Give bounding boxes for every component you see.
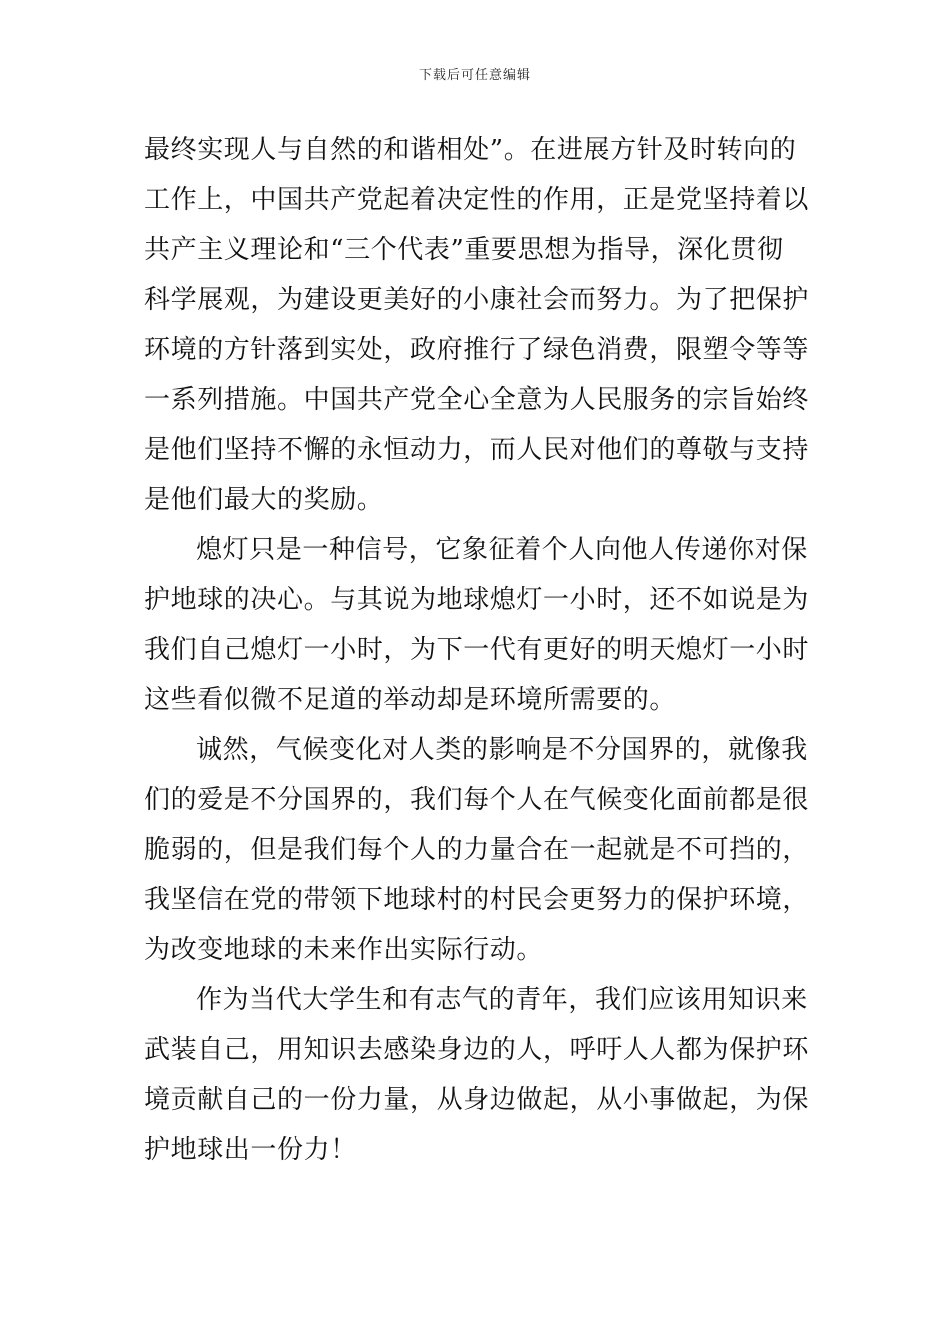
paragraph-1-line-5: 环境的方针落到实处，政府推行了绿色消费，限塑令等等 xyxy=(144,335,810,365)
paragraph-3-line-5: 为改变地球的未来作出实际行动。 xyxy=(144,935,544,965)
paragraph-1-line-8: 是他们最大的奖励。 xyxy=(144,485,384,515)
paragraph-2-line-2: 护地球的决心。与其说为地球熄灯一小时，还不如说是为 xyxy=(144,585,810,615)
paragraph-3-line-2: 们的爱是不分国界的，我们每个人在气候变化面前都是很 xyxy=(144,785,810,815)
paragraph-2-line-4: 这些看似微不足道的举动却是环境所需要的。 xyxy=(144,685,677,715)
paragraph-4-line-3: 境贡献自己的一份力量，从身边做起，从小事做起，为保 xyxy=(144,1085,810,1115)
paragraph-1-line-6: 一系列措施。中国共产党全心全意为人民服务的宗旨始终 xyxy=(144,385,810,415)
paragraph-1-line-2: 工作上，中国共产党起着决定性的作用，正是党坚持着以 xyxy=(144,185,810,215)
paragraph-4-line-4: 护地球出一份力！ xyxy=(144,1135,357,1165)
paragraph-2-line-3: 我们自己熄灯一小时，为下一代有更好的明天熄灯一小时 xyxy=(144,635,810,665)
paragraph-1-line-7: 是他们坚持不懈的永恒动力，而人民对他们的尊敬与支持 xyxy=(144,435,810,465)
page-header: 下载后可任意编辑 xyxy=(418,68,531,83)
paragraph-1-line-1: 最终实现人与自然的和谐相处”。在进展方针及时转向的 xyxy=(144,135,797,165)
paragraph-4-line-2: 武装自己，用知识去感染身边的人，呼吁人人都为保护环 xyxy=(144,1035,810,1065)
paragraph-1-line-4: 科学展观，为建设更美好的小康社会而努力。为了把保护 xyxy=(144,285,810,315)
paragraph-3-line-3: 脆弱的，但是我们每个人的力量合在一起就是不可挡的， xyxy=(144,835,810,865)
paragraph-4-line-1: 作为当代大学生和有志气的青年，我们应该用知识来 xyxy=(196,985,808,1015)
paragraph-2-line-1: 熄灯只是一种信号，它象征着个人向他人传递你对保 xyxy=(196,535,808,565)
paragraph-3-line-4: 我坚信在党的带领下地球村的村民会更努力的保护环境， xyxy=(144,885,810,915)
paragraph-1-line-3: 共产主义理论和“三个代表”重要思想为指导，深化贯彻 xyxy=(144,235,784,265)
paragraph-3-line-1: 诚然，气候变化对人类的影响是不分国界的，就像我 xyxy=(196,735,808,765)
